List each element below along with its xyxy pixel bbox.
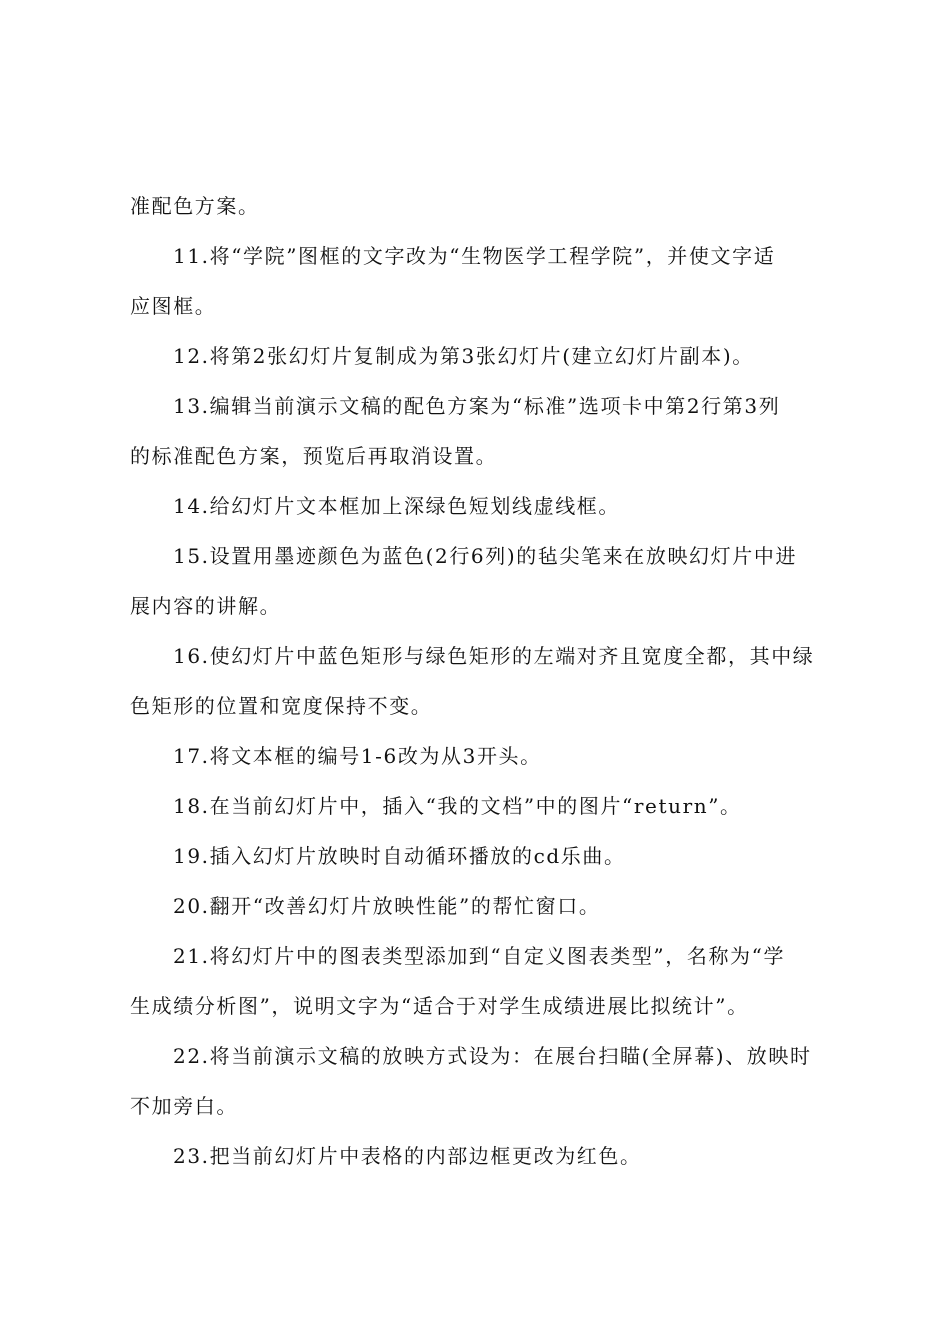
text-line: 应图框。 — [130, 294, 217, 318]
text-line: 12.将第2张幻灯片复制成为第3张幻灯片(建立幻灯片副本)。 — [173, 344, 754, 368]
text-line: 15.设置用墨迹颜色为蓝色(2行6列)的毡尖笔来在放映幻灯片中进 — [173, 544, 798, 568]
text-line: 11.将“学院”图框的文字改为“生物医学工程学院”，并使文字适 — [173, 244, 776, 268]
text-line: 14.给幻灯片文本框加上深绿色短划线虚线框。 — [173, 494, 621, 518]
text-line: 19.插入幻灯片放映时自动循环播放的cd乐曲。 — [173, 844, 626, 868]
text-line: 色矩形的位置和宽度保持不变。 — [130, 694, 433, 718]
text-line: 22.将当前演示文稿的放映方式设为：在展台扫瞄(全屏幕)、放映时 — [173, 1044, 812, 1068]
text-line: 不加旁白。 — [130, 1094, 238, 1118]
text-line: 展内容的讲解。 — [130, 594, 282, 618]
text-line: 13.编辑当前演示文稿的配色方案为“标准”选项卡中第2行第3列 — [173, 394, 781, 418]
text-line: 16.使幻灯片中蓝色矩形与绿色矩形的左端对齐且宽度全都，其中绿 — [173, 644, 815, 668]
text-line: 23.把当前幻灯片中表格的内部边框更改为红色。 — [173, 1144, 642, 1168]
text-line: 21.将幻灯片中的图表类型添加到“自定义图表类型”，名称为“学 — [173, 944, 786, 968]
document-body — [130, 186, 833, 1186]
text-line: 17.将文本框的编号1-6改为从3开头。 — [173, 744, 542, 768]
text-line: 18.在当前幻灯片中，插入“我的文档”中的图片“return”。 — [173, 794, 742, 818]
text-line: 的标准配色方案，预览后再取消设置。 — [130, 444, 498, 468]
text-line: 准配色方案。 — [130, 194, 260, 218]
text-line: 20.翻开“改善幻灯片放映性能”的帮忙窗口。 — [173, 894, 601, 918]
text-line: 生成绩分析图”，说明文字为“适合于对学生成绩进展比拟统计”。 — [130, 994, 749, 1018]
